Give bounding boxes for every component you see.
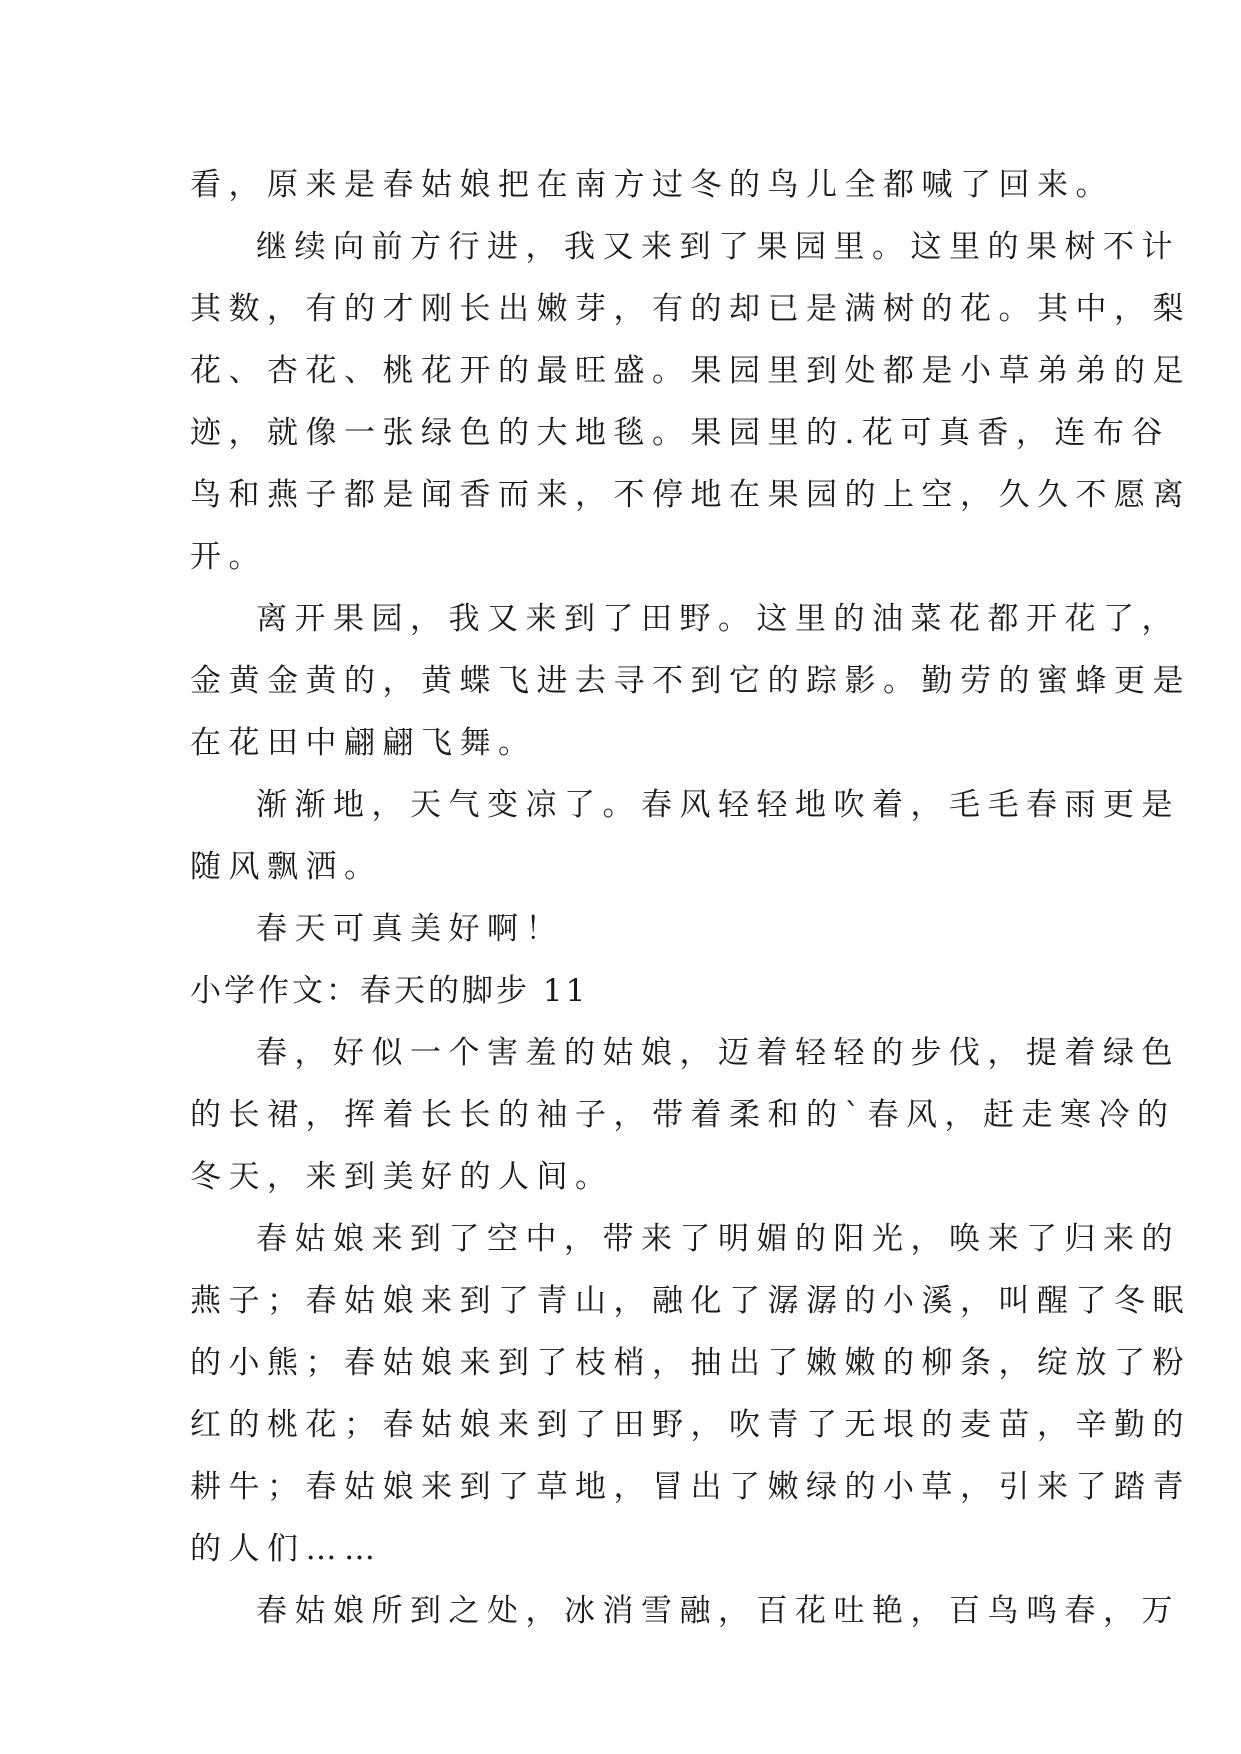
text-line: 金黄金黄的，黄蝶飞进去寻不到它的踪影。勤劳的蜜蜂更是 (190, 663, 1191, 699)
paragraph-start-line: 春姑娘所到之处，冰消雪融，百花吐艳，百鸟鸣春，万 (256, 1593, 1180, 1629)
paragraph-start-line: 渐渐地，天气变凉了。春风轻轻地吹着，毛毛春雨更是 (256, 787, 1180, 823)
text-line: 冬天，来到美好的人间。 (190, 1159, 614, 1195)
text-line: 的小熊；春姑娘来到了枝梢，抽出了嫩嫩的柳条，绽放了粉 (190, 1345, 1191, 1381)
paragraph-start-line: 春天可真美好啊！ (256, 911, 564, 947)
paragraph-start-line: 春，好似一个害羞的姑娘，迈着轻轻的步伐，提着绿色 (256, 1035, 1180, 1071)
text-line: 其数，有的才刚长出嫩芽，有的却已是满树的花。其中，梨 (190, 291, 1191, 327)
text-line: 看，原来是春姑娘把在南方过冬的鸟儿全都喊了回来。 (190, 167, 1114, 203)
text-line: 鸟和燕子都是闻香而来，不停地在果园的上空，久久不愿离 (190, 477, 1191, 513)
text-line: 耕牛；春姑娘来到了草地，冒出了嫩绿的小草，引来了踏青 (190, 1469, 1191, 1505)
paragraph-start-line: 继续向前方行进，我又来到了果园里。这里的果树不计 (256, 229, 1180, 265)
text-line: 花、杏花、桃花开的最旺盛。果园里到处都是小草弟弟的足 (190, 353, 1191, 389)
text-line: 红的桃花；春姑娘来到了田野，吹青了无垠的麦苗，辛勤的 (190, 1407, 1191, 1443)
text-line: 开。 (190, 539, 267, 575)
text-line: 随风飘洒。 (190, 849, 383, 885)
section-heading: 小学作文：春天的脚步 11 (190, 973, 589, 1009)
text-line: 的人们…… (190, 1531, 383, 1567)
text-line: 迹，就像一张绿色的大地毯。果园里的.花可真香，连布谷 (190, 415, 1170, 451)
paragraph-start-line: 离开果园，我又来到了田野。这里的油菜花都开花了， (256, 601, 1180, 637)
paragraph-start-line: 春姑娘来到了空中，带来了明媚的阳光，唤来了归来的 (256, 1221, 1180, 1257)
text-line: 在花田中翩翩飞舞。 (190, 725, 537, 761)
text-line: 燕子；春姑娘来到了青山，融化了潺潺的小溪，叫醒了冬眠 (190, 1283, 1191, 1319)
text-line: 的长裙，挥着长长的袖子，带着柔和的`春风，赶走寒冷的 (190, 1097, 1176, 1133)
